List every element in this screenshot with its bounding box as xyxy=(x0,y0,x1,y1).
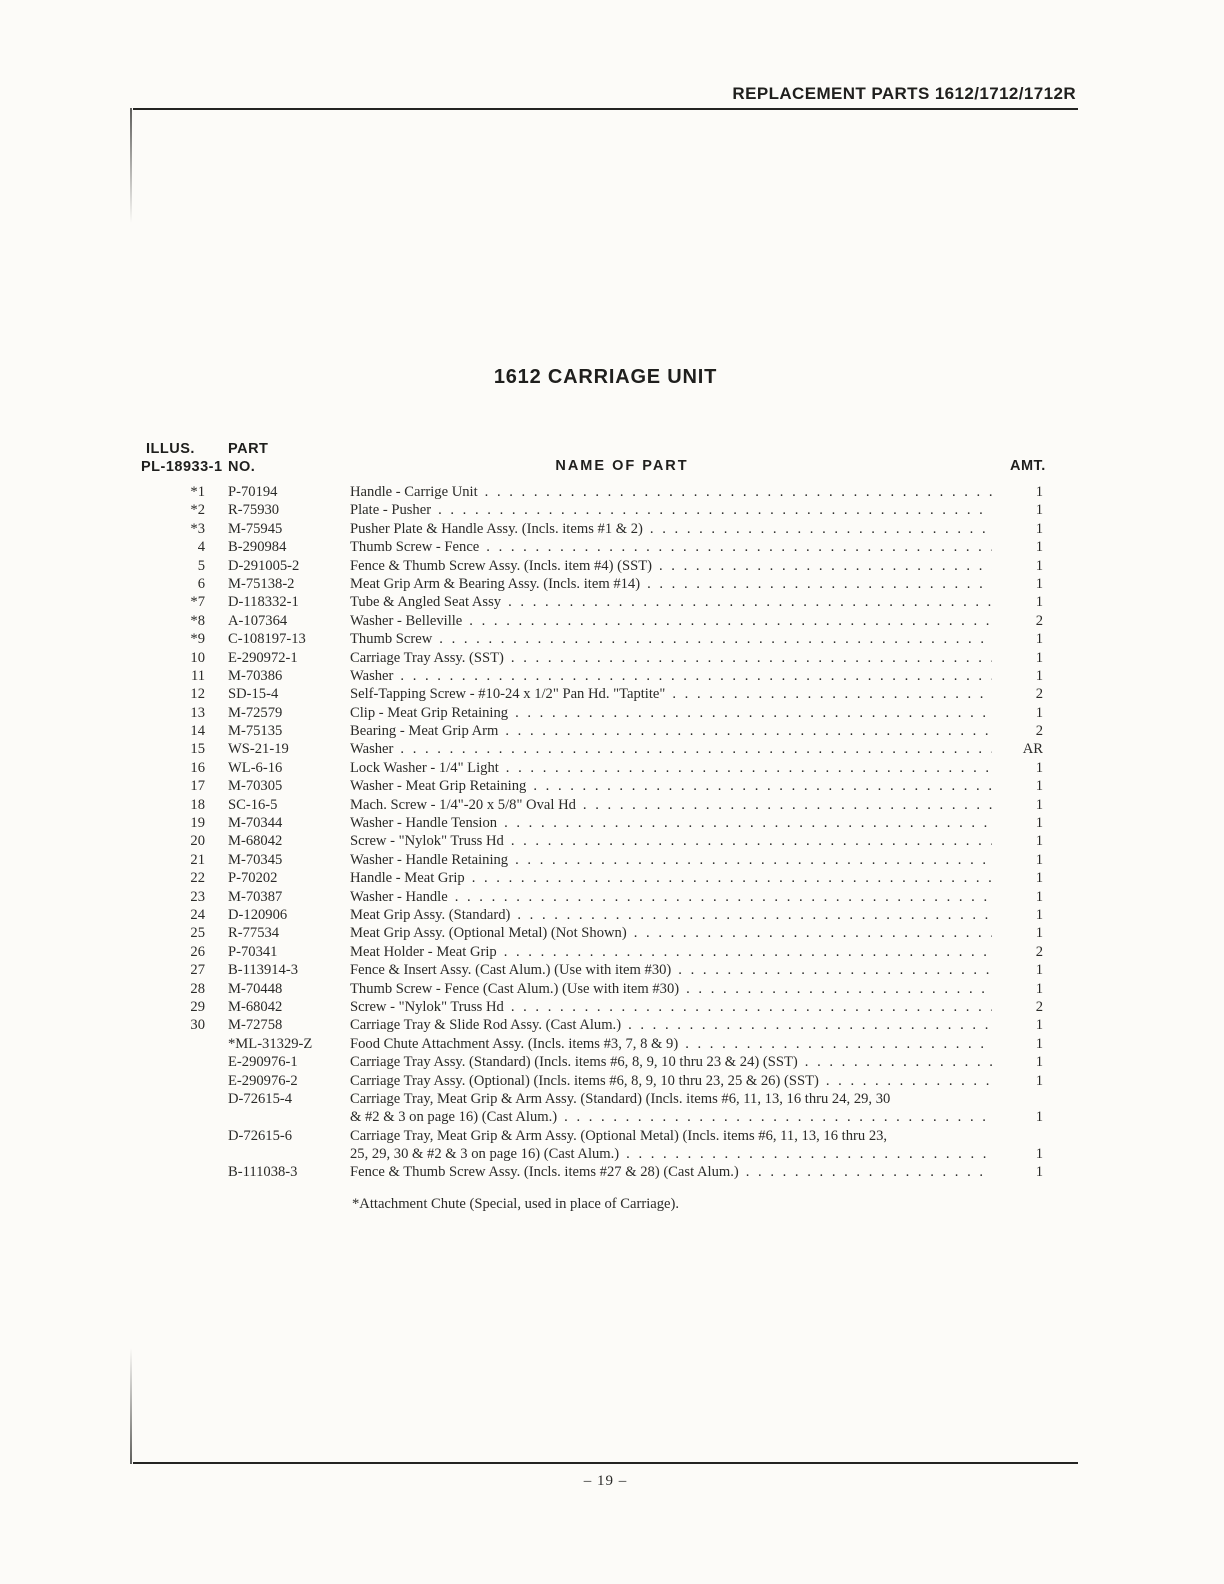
illus-no: 13 xyxy=(190,704,205,721)
part-name: 25, 29, 30 & #2 & 3 on page 16) (Cast Alum.) xyxy=(350,1146,620,1163)
part-name-cell xyxy=(350,1090,997,1108)
part-no: R-77534 xyxy=(228,925,280,942)
illus-no: 18 xyxy=(190,796,205,813)
table-row xyxy=(143,557,1043,575)
table-row xyxy=(143,796,1043,814)
table-row xyxy=(143,704,1043,722)
part-name-cell xyxy=(350,796,997,814)
part-name-cell xyxy=(350,814,997,832)
amt-value: 1 xyxy=(1035,925,1043,942)
table-row xyxy=(143,1163,1043,1181)
table-row xyxy=(143,1090,1043,1108)
page-edge-mark-bottom xyxy=(130,1348,132,1464)
part-name-cell xyxy=(350,1145,997,1163)
part-name: Thumb Screw xyxy=(350,631,433,648)
part-name-cell xyxy=(350,1072,997,1090)
amt-value: 2 xyxy=(1035,723,1043,740)
part-name-cell xyxy=(350,667,997,685)
illus-no: 29 xyxy=(190,998,205,1015)
illus-no: *2 xyxy=(190,502,205,519)
column-header-plate-number: PL-18933-1 xyxy=(141,459,223,475)
part-name-cell xyxy=(350,501,997,519)
part-no: M-68042 xyxy=(228,833,283,850)
table-row xyxy=(143,1072,1043,1090)
amt-value: 2 xyxy=(1035,998,1043,1015)
part-name: Food Chute Attachment Assy. (Incls. items #3, 7, 8 & 9) xyxy=(350,1035,679,1052)
column-header-illus: ILLUS. xyxy=(146,441,195,457)
part-name: Carriage Tray & Slide Rod Assy. (Cast Alum.) xyxy=(350,1017,622,1034)
part-name-cell xyxy=(350,998,997,1016)
dot-leader xyxy=(472,869,992,887)
amt-value: 1 xyxy=(1035,1072,1043,1089)
table-row xyxy=(143,869,1043,887)
dot-leader xyxy=(504,943,992,961)
footnote: *Attachment Chute (Special, used in place of Carriage). xyxy=(352,1196,680,1212)
part-name: Carriage Tray Assy. (Standard) (Incls. items #6, 8, 9, 10 thru 23 & 24) (SST) xyxy=(350,1054,798,1071)
part-name: Meat Holder - Meat Grip xyxy=(350,943,497,960)
table-row xyxy=(143,520,1043,538)
table-row xyxy=(143,538,1043,556)
amt-value: 1 xyxy=(1035,520,1043,537)
part-no: SC-16-5 xyxy=(228,796,278,813)
table-row xyxy=(143,888,1043,906)
illus-no: 30 xyxy=(190,1017,205,1034)
dot-leader xyxy=(508,593,992,611)
part-no: M-75135 xyxy=(228,723,283,740)
illus-no: 26 xyxy=(190,943,205,960)
amt-value: 1 xyxy=(1035,980,1043,997)
table-row xyxy=(143,1053,1043,1071)
column-header-no: NO. xyxy=(228,459,256,475)
footer-rule xyxy=(133,1462,1078,1464)
part-name: Washer - Handle Retaining xyxy=(350,851,509,868)
amt-value: 1 xyxy=(1035,1109,1043,1126)
part-no: SD-15-4 xyxy=(228,686,279,703)
part-no: D-291005-2 xyxy=(228,557,300,574)
table-row xyxy=(143,575,1043,593)
table-row xyxy=(143,612,1043,630)
dot-leader xyxy=(400,667,992,685)
part-no: D-72615-6 xyxy=(228,1127,293,1144)
table-row xyxy=(143,961,1043,979)
dot-leader xyxy=(517,906,992,924)
part-name: Screw - "Nylok" Truss Hd xyxy=(350,833,504,850)
part-name-cell xyxy=(350,612,997,630)
dot-leader xyxy=(583,796,992,814)
dot-leader xyxy=(505,722,992,740)
table-row xyxy=(143,851,1043,869)
dot-leader xyxy=(511,832,992,850)
part-name: Meat Grip Arm & Bearing Assy. (Incls. item #14) xyxy=(350,575,641,592)
table-row xyxy=(143,998,1043,1016)
column-header-amt: AMT. xyxy=(1010,458,1046,474)
part-no: D-120906 xyxy=(228,906,288,923)
part-no: D-72615-4 xyxy=(228,1090,293,1107)
part-name: Tube & Angled Seat Assy xyxy=(350,594,502,611)
illus-no: 24 xyxy=(190,906,205,923)
dot-leader xyxy=(486,538,992,556)
dot-leader xyxy=(686,980,992,998)
part-name: Plate - Pusher xyxy=(350,502,432,519)
table-row xyxy=(143,1016,1043,1034)
part-no: P-70202 xyxy=(228,870,278,887)
part-name: Meat Grip Assy. (Standard) xyxy=(350,906,511,923)
table-row xyxy=(143,740,1043,758)
dot-leader xyxy=(678,961,992,979)
part-no: M-70345 xyxy=(228,851,283,868)
part-no: M-72758 xyxy=(228,1017,283,1034)
part-name: Fence & Thumb Screw Assy. (Incls. items #27 & 28) (Cast Alum.) xyxy=(350,1164,739,1181)
part-name: Thumb Screw - Fence xyxy=(350,539,480,556)
page-number: – 19 – xyxy=(583,1473,628,1489)
illus-no: *3 xyxy=(190,520,205,537)
part-name: Washer - Meat Grip Retaining xyxy=(350,778,527,795)
part-name-cell xyxy=(350,943,997,961)
dot-leader xyxy=(506,759,992,777)
illus-no: *1 xyxy=(190,484,205,500)
amt-value: 1 xyxy=(1035,557,1043,574)
part-no: D-118332-1 xyxy=(228,594,299,611)
illus-no: 12 xyxy=(190,686,205,703)
table-row xyxy=(143,630,1043,648)
part-name-cell xyxy=(350,777,997,795)
amt-value: 1 xyxy=(1035,667,1043,684)
illus-no: 27 xyxy=(190,962,205,979)
amt-value: 1 xyxy=(1035,1035,1043,1052)
part-name-cell xyxy=(350,685,997,703)
dot-leader xyxy=(511,649,992,667)
part-name-cell xyxy=(350,649,997,667)
part-no: M-75945 xyxy=(228,520,283,537)
amt-value: 1 xyxy=(1035,870,1043,887)
dot-leader xyxy=(746,1163,992,1181)
amt-value: 2 xyxy=(1035,612,1043,629)
illus-no: *9 xyxy=(190,631,205,648)
part-no: M-70387 xyxy=(228,888,283,905)
part-name-cell xyxy=(350,538,997,556)
amt-value: 1 xyxy=(1035,1017,1043,1034)
part-name-cell xyxy=(350,869,997,887)
part-no: M-70305 xyxy=(228,778,283,795)
amt-value: AR xyxy=(1022,741,1043,758)
dot-leader xyxy=(564,1108,992,1126)
part-name-cell xyxy=(350,759,997,777)
amt-value: 1 xyxy=(1035,594,1043,611)
part-name: Fence & Thumb Screw Assy. (Incls. item #4) (SST) xyxy=(350,557,652,574)
part-no: P-70341 xyxy=(228,943,278,960)
part-name-cell xyxy=(350,1016,997,1034)
amt-value: 2 xyxy=(1035,943,1043,960)
part-name-cell xyxy=(350,924,997,942)
part-name: Screw - "Nylok" Truss Hd xyxy=(350,998,504,1015)
part-name-cell xyxy=(350,630,997,648)
part-name-cell xyxy=(350,980,997,998)
dot-leader xyxy=(485,483,992,501)
illus-no: 6 xyxy=(197,575,205,592)
part-no: B-290984 xyxy=(228,539,287,556)
part-no: B-113914-3 xyxy=(228,962,298,979)
part-name-cell xyxy=(350,1053,997,1071)
part-name: Washer xyxy=(350,667,394,684)
dot-leader xyxy=(515,704,992,722)
part-no: B-111038-3 xyxy=(228,1164,298,1181)
part-name-cell xyxy=(350,1127,997,1145)
part-name-cell xyxy=(350,961,997,979)
part-no: E-290972-1 xyxy=(228,649,298,666)
part-name: Washer - Belleville xyxy=(350,612,463,629)
part-name-cell xyxy=(350,851,997,869)
amt-value: 1 xyxy=(1035,759,1043,776)
table-row xyxy=(143,1035,1043,1053)
illus-no: 14 xyxy=(190,723,205,740)
dot-leader xyxy=(469,612,992,630)
amt-value: 1 xyxy=(1035,484,1043,500)
illus-no: 22 xyxy=(190,870,205,887)
table-row xyxy=(143,722,1043,740)
illus-no: 16 xyxy=(190,759,205,776)
illus-no: 28 xyxy=(190,980,205,997)
part-name: Thumb Screw - Fence (Cast Alum.) (Use with item #30) xyxy=(350,980,680,997)
part-no: R-75930 xyxy=(228,502,280,519)
dot-leader xyxy=(672,685,992,703)
part-no: WL-6-16 xyxy=(228,759,283,776)
part-no: M-70448 xyxy=(228,980,283,997)
dot-leader xyxy=(504,814,992,832)
illus-no: 5 xyxy=(197,557,205,574)
part-name: Carriage Tray Assy. (Optional) (Incls. items #6, 8, 9, 10 thru 23, 25 & 26) (SST) xyxy=(350,1072,819,1089)
part-name: Mach. Screw - 1/4"-20 x 5/8" Oval Hd xyxy=(350,796,576,813)
table-row xyxy=(143,483,1043,501)
amt-value: 1 xyxy=(1035,539,1043,556)
part-no: M-75138-2 xyxy=(228,575,295,592)
part-name-cell xyxy=(350,722,997,740)
table-row xyxy=(143,759,1043,777)
page-edge-mark-top xyxy=(130,108,132,223)
table-row xyxy=(143,649,1043,667)
table-row xyxy=(143,1108,1043,1126)
dot-leader xyxy=(647,575,992,593)
illus-no: 19 xyxy=(190,815,205,832)
part-name: Carriage Tray Assy. (SST) xyxy=(350,649,504,666)
part-name: Fence & Insert Assy. (Cast Alum.) (Use with item #30) xyxy=(350,962,672,979)
table-row xyxy=(143,593,1043,611)
part-no: P-70194 xyxy=(228,484,278,500)
table-row xyxy=(143,1127,1043,1145)
table-row xyxy=(143,777,1043,795)
table-row xyxy=(143,685,1043,703)
dot-leader xyxy=(805,1053,992,1071)
illus-no: 23 xyxy=(190,888,205,905)
table-row xyxy=(143,943,1043,961)
dot-leader xyxy=(634,924,992,942)
column-header-name-of-part: NAME OF PART xyxy=(555,458,689,474)
amt-value: 1 xyxy=(1035,833,1043,850)
header-rule xyxy=(133,108,1078,110)
part-no: M-72579 xyxy=(228,704,283,721)
dot-leader xyxy=(439,630,992,648)
illus-no: *7 xyxy=(190,594,205,611)
table-row xyxy=(143,832,1043,850)
part-name: Pusher Plate & Handle Assy. (Incls. items #1 & 2) xyxy=(350,520,643,537)
amt-value: 1 xyxy=(1035,649,1043,666)
amt-value: 1 xyxy=(1035,778,1043,795)
part-name-cell xyxy=(350,906,997,924)
part-no: M-70344 xyxy=(228,815,283,832)
dot-leader xyxy=(438,501,992,519)
dot-leader xyxy=(826,1072,992,1090)
part-name: Handle - Carrige Unit xyxy=(350,484,478,500)
part-name-cell xyxy=(350,704,997,722)
parts-table xyxy=(143,483,1043,1182)
amt-value: 1 xyxy=(1035,502,1043,519)
column-header-part: PART xyxy=(228,441,269,457)
amt-value: 1 xyxy=(1035,1146,1043,1163)
amt-value: 1 xyxy=(1035,888,1043,905)
part-name-cell xyxy=(350,1163,997,1181)
part-no: E-290976-2 xyxy=(228,1072,298,1089)
part-name: Clip - Meat Grip Retaining xyxy=(350,704,509,721)
amt-value: 1 xyxy=(1035,796,1043,813)
amt-value: 2 xyxy=(1035,686,1043,703)
table-row xyxy=(143,667,1043,685)
illus-no: *8 xyxy=(190,612,205,629)
table-row xyxy=(143,1145,1043,1163)
part-name: Meat Grip Assy. (Optional Metal) (Not Shown) xyxy=(350,925,627,942)
part-no: C-108197-13 xyxy=(228,631,306,648)
dot-leader xyxy=(400,740,992,758)
table-row xyxy=(143,924,1043,942)
illus-no: 25 xyxy=(190,925,205,942)
illus-no: 21 xyxy=(190,851,205,868)
part-name: Lock Washer - 1/4" Light xyxy=(350,759,499,776)
dot-leader xyxy=(455,888,992,906)
illus-no: 20 xyxy=(190,833,205,850)
table-row xyxy=(143,814,1043,832)
part-name: Washer - Handle Tension xyxy=(350,815,498,832)
section-title: 1612 CARRIAGE UNIT xyxy=(493,366,718,388)
amt-value: 1 xyxy=(1035,1164,1043,1181)
amt-value: 1 xyxy=(1035,962,1043,979)
part-name-cell xyxy=(350,520,997,538)
part-name: Handle - Meat Grip xyxy=(350,870,465,887)
part-name-cell xyxy=(350,888,997,906)
amt-value: 1 xyxy=(1035,704,1043,721)
part-name: Washer - Handle xyxy=(350,888,448,905)
dot-leader xyxy=(515,851,992,869)
part-name: Washer xyxy=(350,741,394,758)
dot-leader xyxy=(628,1016,992,1034)
dot-leader xyxy=(626,1145,992,1163)
part-name-cell xyxy=(350,1108,997,1126)
part-name: Carriage Tray, Meat Grip & Arm Assy. (Standard) (Incls. items #6, 11, 13, 16 thru 24, 29, 30 xyxy=(350,1090,891,1107)
part-name: Carriage Tray, Meat Grip & Arm Assy. (Optional Metal) (Incls. items #6, 11, 13, 16 thru 23, xyxy=(350,1127,888,1144)
part-name-cell xyxy=(350,483,997,501)
part-no: *ML-31329-Z xyxy=(228,1035,313,1052)
dot-leader xyxy=(511,998,992,1016)
dot-leader xyxy=(659,557,992,575)
amt-value: 1 xyxy=(1035,851,1043,868)
part-name-cell xyxy=(350,575,997,593)
table-row xyxy=(143,906,1043,924)
illus-no: 17 xyxy=(190,778,205,795)
amt-value: 1 xyxy=(1035,906,1043,923)
dot-leader xyxy=(650,520,992,538)
illus-no: 4 xyxy=(197,539,205,556)
illus-no: 15 xyxy=(190,741,205,758)
page-header-title: REPLACEMENT PARTS 1612/1712/1712R xyxy=(732,84,1076,103)
part-no: M-68042 xyxy=(228,998,283,1015)
part-name-cell xyxy=(350,1035,997,1053)
part-no: E-290976-1 xyxy=(228,1054,298,1071)
part-name-cell xyxy=(350,593,997,611)
illus-no: 11 xyxy=(190,667,205,684)
part-name-cell xyxy=(350,832,997,850)
amt-value: 1 xyxy=(1035,1054,1043,1071)
part-no: WS-21-19 xyxy=(228,741,289,758)
amt-value: 1 xyxy=(1035,575,1043,592)
dot-leader xyxy=(533,777,992,795)
illus-no: 10 xyxy=(190,649,205,666)
table-row xyxy=(143,501,1043,519)
part-name: Bearing - Meat Grip Arm xyxy=(350,723,499,740)
amt-value: 1 xyxy=(1035,815,1043,832)
part-name: & #2 & 3 on page 16) (Cast Alum.) xyxy=(350,1109,558,1126)
table-row xyxy=(143,980,1043,998)
part-name: Self-Tapping Screw - #10-24 x 1/2" Pan Hd. "Taptite" xyxy=(350,686,666,703)
amt-value: 1 xyxy=(1035,631,1043,648)
part-name-cell xyxy=(350,557,997,575)
part-name-cell xyxy=(350,740,997,758)
part-no: A-107364 xyxy=(228,612,288,629)
dot-leader xyxy=(685,1035,992,1053)
part-no: M-70386 xyxy=(228,667,283,684)
